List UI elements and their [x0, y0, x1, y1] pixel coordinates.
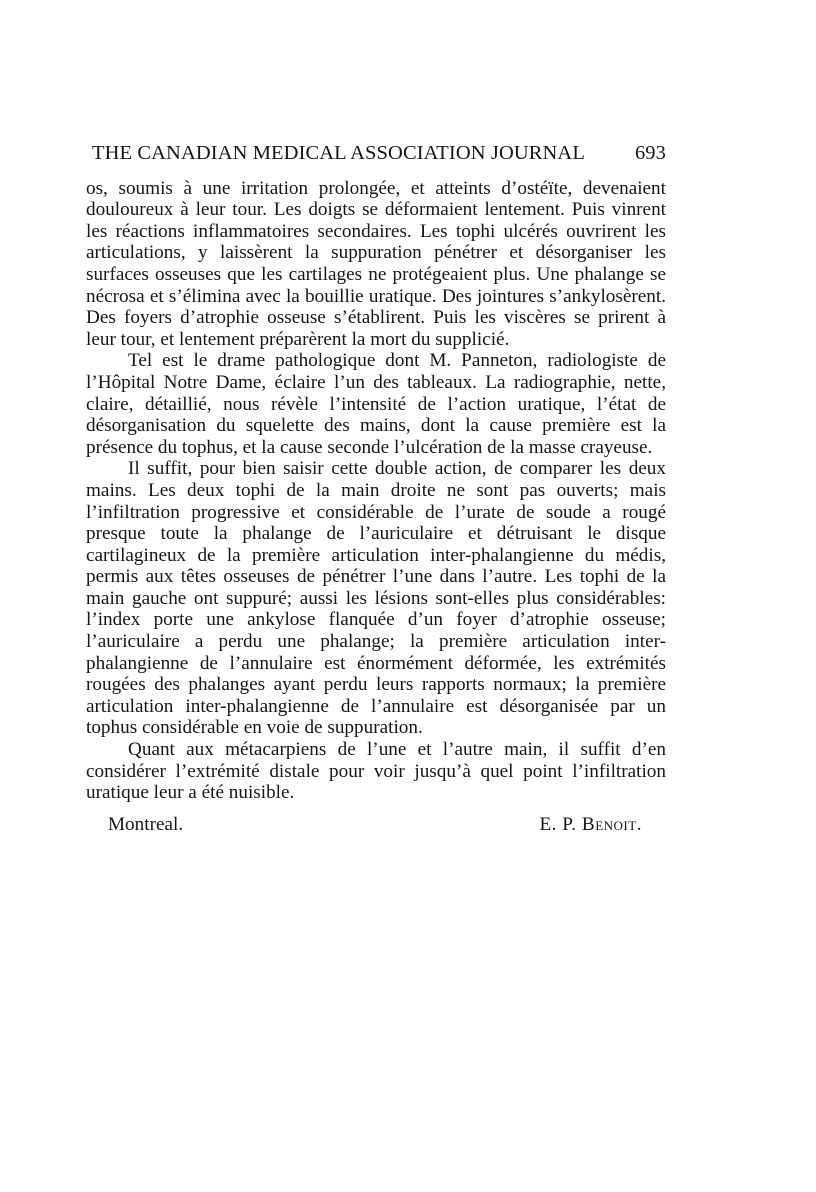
paragraph-2: Tel est le drame pathologique dont M. Panneton, radiologiste de l’Hôpital Notre Dame, éclaire l’un des tableaux. La radiographie, nette, claire, détaillié, nous révèle l’intensité de l’action uratique, l’état de désorganisation du squelette des mains, dont la cause première est la présence du tophus, et la cause seconde l’ulcération de la masse crayeuse. — [86, 350, 666, 458]
article-body — [86, 178, 666, 804]
paragraph-1: os, soumis à une irritation prolongée, et atteints d’ostéïte, devenaient douloureux à leur tour. Les doigts se déformaient lentement. Puis vinrent les réactions inflammatoires secondaires. Les tophi ulcérés ouvrirent les articulations, y laissèrent la suppuration pénétrer et désorganiser les surfaces osseuses que les cartilages ne protégeaient plus. Une phalange se nécrosa et s’élimina avec la bouillie uratique. Des jointures s’ankylosèrent. Des foyers d’atrophie osseuse s’établirent. Puis les viscères se prirent à leur tour, et lentement préparèrent la mort du supplicié. — [86, 177, 666, 350]
signature-place: Montreal. — [108, 813, 184, 835]
journal-page — [86, 143, 666, 835]
signature-author: E. P. Benoit. — [539, 813, 642, 835]
signature-line — [108, 814, 642, 836]
paragraph-4: Quant aux métacarpiens de l’une et l’autre main, il suffit d’en considérer l’extrémité distale pour voir jusqu’à quel point l’infiltration uratique leur a été nuisible. — [86, 739, 666, 804]
paragraph-3: Il suffit, pour bien saisir cette double action, de comparer les deux mains. Les deux tophi de la main droite ne sont pas ouverts; mais l’infiltration progressive et considérable de l’urate de soude a rougé presque toute la phalange de l’auriculaire et détruisant le disque cartilagineux de la première articulation inter-phalangienne du médis, permis aux têtes osseuses de pénétrer l’une dans l’autre. Les tophi de la main gauche ont suppuré; aussi les lésions sont-elles plus considérables: l’index porte une ankylose flanquée d’un foyer d’atrophie osseuse; l’auriculaire a perdu une phalange; la première articulation inter-phalangienne de l’annulaire est énormément déformée, les extrémités rougées des phalanges ayant perdu leurs rapports normaux; la première articulation inter-phalangienne de l’annulaire est désorganisée par un tophus considérable en voie de suppuration. — [86, 458, 666, 739]
page-number: 693 — [634, 142, 666, 164]
running-header — [92, 143, 666, 165]
journal-title: THE CANADIAN MEDICAL ASSOCIATION JOURNAL — [92, 142, 585, 164]
